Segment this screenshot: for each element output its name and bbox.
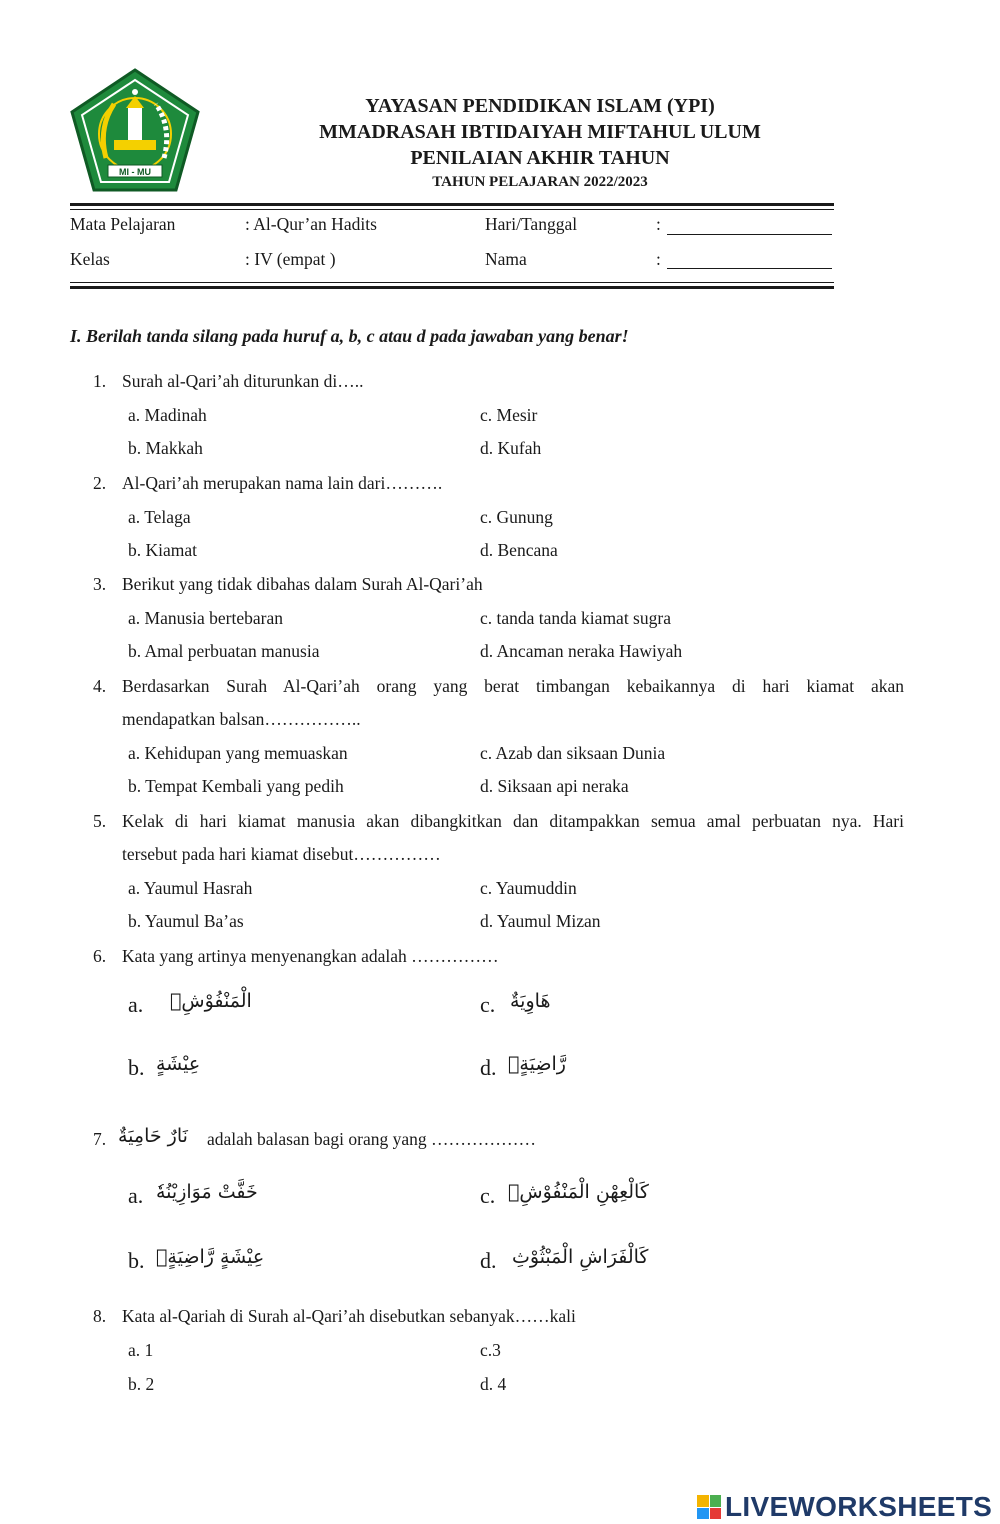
option-c[interactable]: c. tanda tanda kiamat sugra xyxy=(480,608,671,628)
question-text: Kata al-Qariah di Surah al-Qari’ah disebutkan sebanyak……kali xyxy=(122,1306,576,1326)
date-field[interactable] xyxy=(667,234,832,235)
option-b-arabic[interactable]: عِيْشَةٍ xyxy=(156,1053,201,1075)
question-text: Al-Qari’ah merupakan nama lain dari………. xyxy=(122,473,443,493)
option-b-arabic[interactable]: عِيْشَةٍ رَّاضِيَةٍۗ xyxy=(156,1246,265,1268)
info-rule-thick xyxy=(70,286,834,289)
question-number: 2. xyxy=(93,473,107,493)
school-name: MMADRASAH IBTIDAIYAH MIFTAHUL ULUM xyxy=(319,121,761,143)
option-c[interactable]: c. Gunung xyxy=(480,507,553,527)
question-number: 5. xyxy=(93,811,107,831)
option-b[interactable]: b. Tempat Kembali yang pedih xyxy=(128,776,344,796)
question-text: Surah al-Qari’ah diturunkan di….. xyxy=(122,371,364,391)
option-b[interactable]: b. Kiamat xyxy=(128,540,198,560)
liveworksheets-watermark xyxy=(697,1490,992,1524)
option-b[interactable]: b. Yaumul Ba’as xyxy=(128,911,244,931)
option-c[interactable]: c.3 xyxy=(480,1340,501,1360)
option-a[interactable]: a. Telaga xyxy=(128,507,191,527)
option-c-letter[interactable]: c. xyxy=(480,1183,496,1208)
option-b-letter[interactable]: b. xyxy=(128,1248,145,1273)
question-number: 1. xyxy=(93,371,107,391)
option-d[interactable]: d. Bencana xyxy=(480,540,558,560)
option-d[interactable]: d. Ancaman neraka Hawiyah xyxy=(480,641,683,661)
header-rule-thin xyxy=(70,209,834,210)
option-c-arabic[interactable]: هَاوِيَةٌ xyxy=(510,990,551,1012)
question-text-line2: tersebut pada hari kiamat disebut…………… xyxy=(122,844,441,864)
name-colon: : xyxy=(656,249,661,269)
option-d[interactable]: d. Kufah xyxy=(480,438,542,458)
liveworksheets-logo-icon xyxy=(697,1495,721,1519)
instruction: I. Berilah tanda silang pada huruf a, b, c atau d pada jawaban yang benar! xyxy=(70,326,629,346)
option-a[interactable]: a. Manusia bertebaran xyxy=(128,608,283,628)
question-number: 7. xyxy=(93,1129,107,1149)
option-a-arabic[interactable]: الْمَنْفُوْشِۗ xyxy=(170,990,252,1012)
question-text-line1: Berdasarkan Surah Al-Qari’ah orang yang berat timbangan kebaikannya di hari kiamat akan xyxy=(122,676,904,696)
option-a-letter[interactable]: a. xyxy=(128,1183,144,1208)
question-arabic: نَارٌ حَامِيَةٌ xyxy=(118,1125,188,1147)
exam-title: PENILAIAN AKHIR TAHUN xyxy=(410,147,670,169)
question-number: 6. xyxy=(93,946,107,966)
option-a-letter[interactable]: a. xyxy=(128,992,144,1017)
question-text: Berikut yang tidak dibahas dalam Surah Al-Qari’ah xyxy=(122,574,483,594)
academic-year: TAHUN PELAJARAN 2022/2023 xyxy=(432,174,648,190)
class-value: : IV (empat ) xyxy=(245,249,336,269)
class-label: Kelas xyxy=(70,249,110,269)
option-d-letter[interactable]: d. xyxy=(480,1248,497,1273)
name-field[interactable] xyxy=(667,268,832,269)
foundation-name: YAYASAN PENDIDIKAN ISLAM (YPI) xyxy=(365,95,715,117)
option-d[interactable]: d. Yaumul Mizan xyxy=(480,911,601,931)
subject-label: Mata Pelajaran xyxy=(70,214,176,234)
watermark-text: LIVEWORKSHEETS xyxy=(725,1491,993,1522)
option-d[interactable]: d. 4 xyxy=(480,1374,507,1394)
option-d-arabic[interactable]: كَالْفَرَاشِ الْمَبْثُوْثِ xyxy=(512,1246,649,1268)
option-a[interactable]: a. Madinah xyxy=(128,405,207,425)
date-colon: : xyxy=(656,214,661,234)
subject-value: : Al-Qur’an Hadits xyxy=(245,214,377,234)
option-b[interactable]: b. Makkah xyxy=(128,438,203,458)
option-b-letter[interactable]: b. xyxy=(128,1055,145,1080)
question-text: adalah balasan bagi orang yang ……………… xyxy=(207,1129,537,1149)
logo-text: MI - MU xyxy=(119,167,151,177)
option-a[interactable]: a. Yaumul Hasrah xyxy=(128,878,253,898)
option-b[interactable]: b. 2 xyxy=(128,1374,155,1394)
option-a-arabic[interactable]: خَفَّتْ مَوَازِيْنُهٗ xyxy=(156,1181,258,1203)
option-c-arabic[interactable]: كَالْعِهْنِ الْمَنْفُوْشِۗ xyxy=(508,1181,649,1203)
option-c-letter[interactable]: c. xyxy=(480,992,496,1017)
header-rule-thick xyxy=(70,203,834,206)
question-number: 4. xyxy=(93,676,107,696)
date-label: Hari/Tanggal xyxy=(485,214,578,234)
option-d-arabic[interactable]: رَّاضِيَةٍۗ xyxy=(508,1053,566,1075)
question-text-line2: mendapatkan balsan…………….. xyxy=(122,709,361,729)
option-b[interactable]: b. Amal perbuatan manusia xyxy=(128,641,320,661)
info-rule-thin xyxy=(70,282,834,283)
option-c[interactable]: c. Yaumuddin xyxy=(480,878,577,898)
question-text: Kata yang artinya menyenangkan adalah …………… xyxy=(122,946,499,966)
question-number: 3. xyxy=(93,574,107,594)
option-d[interactable]: d. Siksaan api neraka xyxy=(480,776,629,796)
option-a[interactable]: a. Kehidupan yang memuaskan xyxy=(128,743,348,763)
question-number: 8. xyxy=(93,1306,107,1326)
option-a[interactable]: a. 1 xyxy=(128,1340,154,1360)
option-c[interactable]: c. Mesir xyxy=(480,405,538,425)
option-d-letter[interactable]: d. xyxy=(480,1055,497,1080)
option-c[interactable]: c. Azab dan siksaan Dunia xyxy=(480,743,666,763)
school-logo xyxy=(68,68,202,194)
name-label: Nama xyxy=(485,249,527,269)
question-text-line1: Kelak di hari kiamat manusia akan dibangkitkan dan ditampakkan semua amal perbuatan nya. Hari xyxy=(122,811,904,831)
